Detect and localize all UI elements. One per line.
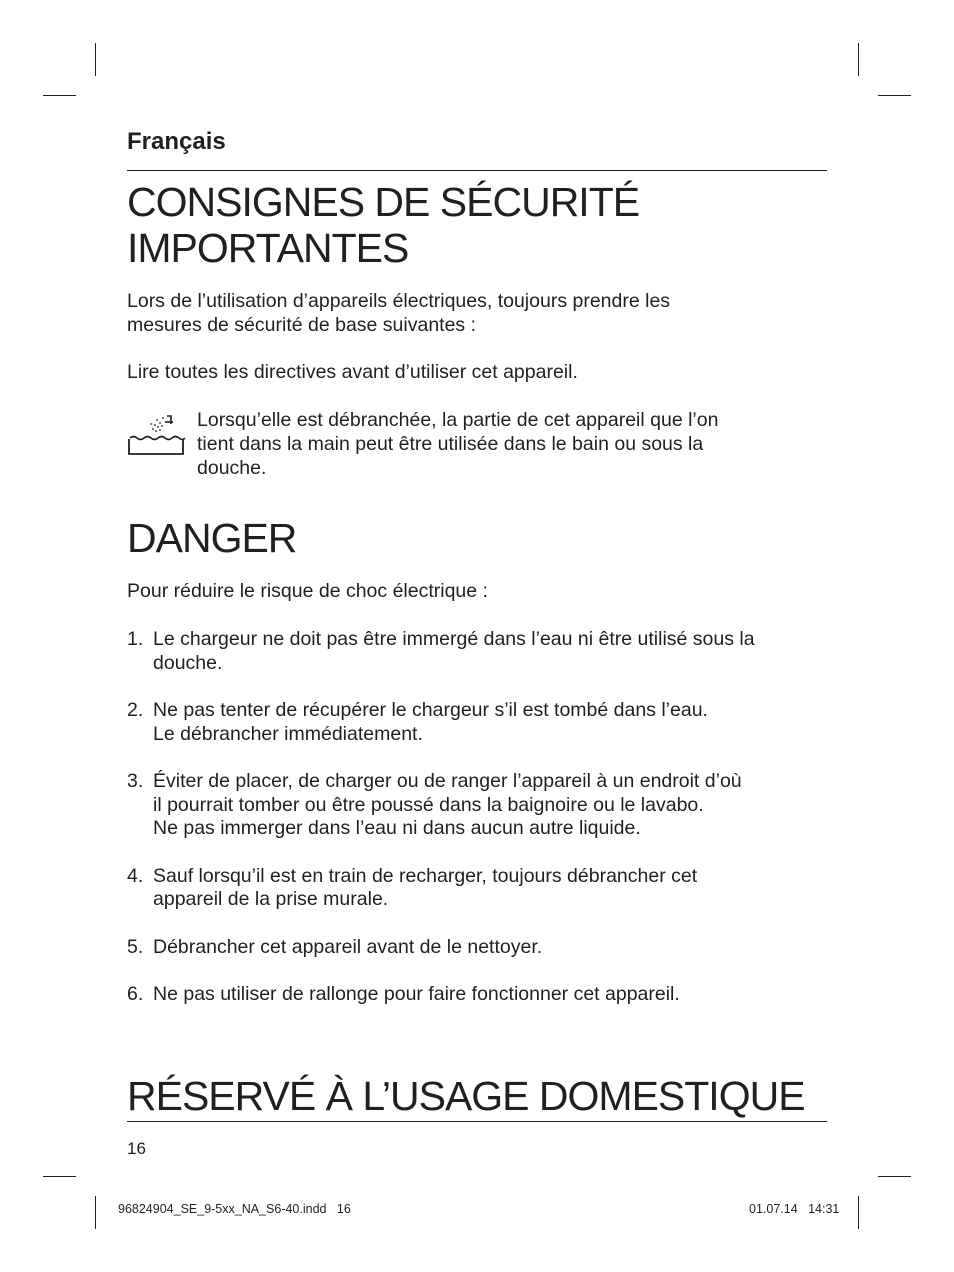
crop-mark	[878, 1176, 911, 1177]
list-line: il pourrait tomber ou être poussé dans la baignoire ou le lavabo.	[153, 793, 704, 816]
bath-shower-icon	[127, 412, 187, 462]
language-heading: Français	[127, 128, 226, 155]
footer-divider	[127, 1121, 827, 1122]
list-item	[127, 628, 827, 675]
list-number: 6.	[127, 983, 144, 1005]
list-item	[127, 770, 827, 841]
household-use-title: RÉSERVÉ À L’USAGE DOMESTIQUE	[127, 1073, 805, 1119]
crop-mark	[858, 43, 859, 76]
list-line: douche.	[153, 651, 223, 674]
icon-note-line: Lorsqu’elle est débranchée, la partie de cet appareil que l’on	[197, 409, 719, 431]
intro-text	[127, 290, 827, 337]
list-line: Le débrancher immédiatement.	[153, 722, 423, 745]
list-number: 1.	[127, 628, 144, 650]
crop-mark	[95, 1196, 96, 1229]
intro-line: Lors de l’utilisation d’appareils électriques, toujours prendre les	[127, 290, 671, 312]
safety-title-line2: IMPORTANTES	[127, 225, 409, 271]
list-line: Ne pas tenter de récupérer le chargeur s’il est tombé dans l’eau.	[153, 699, 708, 721]
list-line: Le chargeur ne doit pas être immergé dans l’eau ni être utilisé sous la	[153, 628, 755, 650]
crop-mark	[43, 95, 76, 96]
crop-mark	[95, 43, 96, 76]
danger-intro: Pour réduire le risque de choc électrique :	[127, 580, 488, 602]
list-number: 2.	[127, 699, 144, 721]
crop-mark	[43, 1176, 76, 1177]
list-number: 4.	[127, 864, 144, 887]
list-number: 3.	[127, 770, 144, 792]
slug-filename: 96824904_SE_9-5xx_NA_S6-40.indd 16	[118, 1202, 351, 1216]
crop-mark	[878, 95, 911, 96]
list-number: 5.	[127, 935, 144, 958]
icon-note-line: tient dans la main peut être utilisée dans le bain ou sous la	[197, 433, 704, 455]
list-line: Débrancher cet appareil avant de le nettoyer.	[153, 935, 543, 958]
read-all-text: Lire toutes les directives avant d’utiliser cet appareil.	[127, 361, 578, 383]
page-number: 16	[127, 1139, 146, 1158]
list-line: Éviter de placer, de charger ou de ranger l’appareil à un endroit d’où	[153, 770, 742, 792]
heading-divider	[127, 170, 827, 171]
list-line: Sauf lorsqu’il est en train de recharger, toujours débrancher cet	[153, 864, 698, 887]
list-line: appareil de la prise murale.	[153, 888, 389, 910]
slug-date: 01.07.14 14:31	[749, 1202, 840, 1216]
list-item	[127, 936, 827, 960]
list-line: Ne pas utiliser de rallonge pour faire fonctionner cet appareil.	[153, 983, 680, 1005]
crop-mark	[858, 1196, 859, 1229]
icon-note-text	[197, 408, 827, 480]
danger-list	[127, 628, 827, 1007]
icon-note-line: douche.	[197, 457, 267, 479]
list-item	[127, 865, 827, 912]
list-item	[127, 699, 827, 746]
list-item	[127, 983, 827, 1007]
danger-title: DANGER	[127, 515, 297, 561]
list-line: Ne pas immerger dans l’eau ni dans aucun autre liquide.	[153, 817, 641, 839]
safety-title-line1: CONSIGNES DE SÉCURITÉ	[127, 179, 640, 225]
intro-line: mesures de sécurité de base suivantes :	[127, 313, 477, 336]
